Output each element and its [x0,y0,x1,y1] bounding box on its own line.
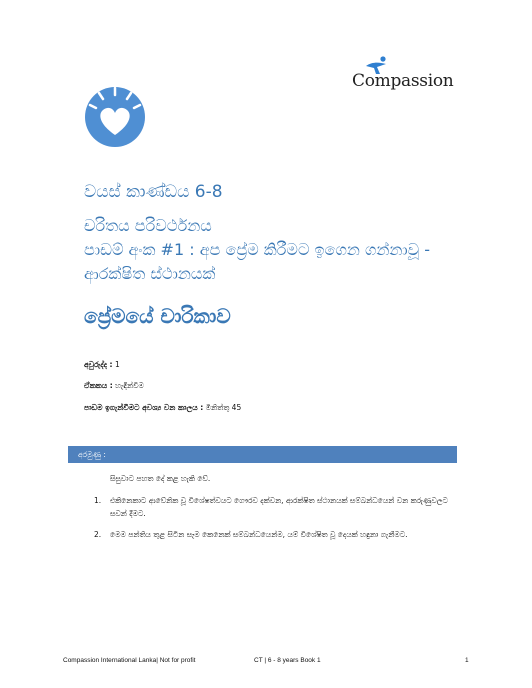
footer-organization: Compassion International Lanka| Not for profit [63,657,196,664]
time-label: පාඩම ඉගැන්වීමට අවශ්‍ය වන කාලය : [84,403,204,412]
year-label: අවුරුද්ද : [84,360,113,369]
objectives-header: අරමුණු : [68,446,457,463]
objective-text: එකිනෙකාට ආවේනික වූ විශේෂත්වයට ගෞරව දක්වන, ආරක්ෂිත ස්ථානයක් සම්බන්ධයෙන් වන කරුණුවලට සවන් දීමට. [110,496,448,518]
objective-text: මෙම පන්තිය තුළ සිටින සෑම කෙනෙක් සම්බන්ධයෙන්ම, යම් විශේෂිත වූ දෙයක් හඳුනා ගැනීමට. [110,530,408,539]
time-value: මිනිත්තු 45 [205,403,242,412]
objectives-intro: සිසුවාට පහත දේ කළ හැකි වේ. [110,474,211,483]
lesson-heading: පාඩම් අංක #1 : අප ප්‍රේම කිරීමට ඉගෙන ගන්නාවූ - ආරක්ෂිත ස්ථානයක් [84,240,431,283]
age-group-title: වයස් කාණ්ඩය 6-8 [84,182,223,202]
logo-text: Compassion [352,71,454,91]
meta-time [84,403,241,413]
year-value: 1 [114,360,120,369]
objective-number: 2. [94,530,102,539]
curriculum-title: චරිතය පරිවර්ථනය [84,216,212,235]
objective-number: 1. [94,496,102,505]
lesson-title: ප්‍රේමයේ චාරිකාව [84,304,231,328]
page-number: 1 [465,657,469,664]
compassion-logo [352,56,460,96]
objective-item [94,494,454,520]
meta-year [84,360,120,370]
meta-unit [84,381,144,391]
unit-value: හැඳින්වීම [115,381,144,390]
heart-badge-icon [81,83,149,151]
unit-label: ඒකකය : [84,381,113,390]
objective-item [94,528,454,541]
footer-book: CT | 6 - 8 years Book 1 [254,657,321,664]
